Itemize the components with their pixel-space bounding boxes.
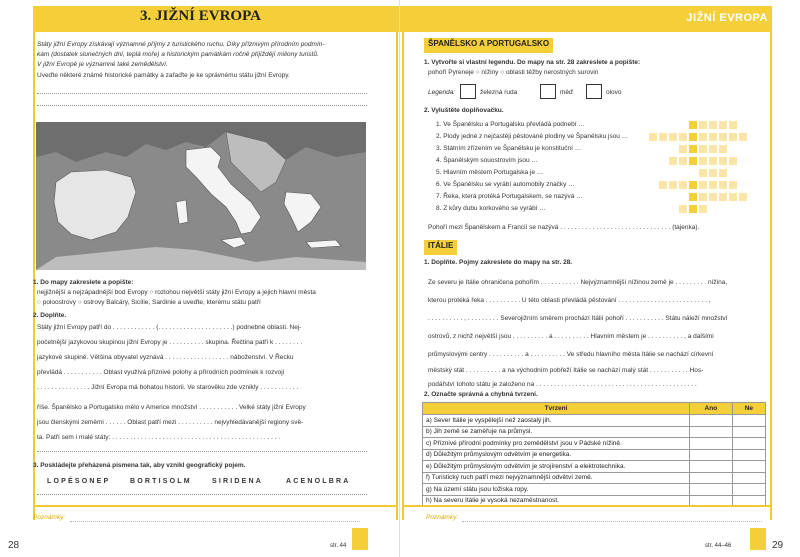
no-cell[interactable] — [732, 449, 765, 461]
table-row: d) Důležitým průmyslovým odvětvím je energetika. — [423, 449, 766, 461]
crossword-cell[interactable] — [698, 120, 708, 130]
crossword-cell[interactable] — [658, 132, 668, 142]
task1-line: ○ poloostrovy ○ ostrovy Balcáry, Sicílie, Sardinie a uveďte, kterému státu patří — [37, 299, 261, 306]
table-row: h) Na severu Itálie je vysoká nezaměstnanost. — [423, 495, 766, 507]
table-row: b) Jih země se zaměřuje na průmysl. — [423, 426, 766, 438]
task2-line[interactable]: jazykové skupině. Většina obyvatel vyznává . . . . . . . . . . . . . . . . . . náboženství. V Řecku — [37, 354, 294, 361]
s2-task1-line[interactable]: městský stát . . . . . . . . . . a na východním pobřeží Itálie se nachází malý stát . . . . . . . . . . . Hos- — [428, 367, 704, 374]
anagram-2: BORTISOLM — [130, 478, 192, 485]
col-header-no: Ne — [732, 403, 765, 415]
legend-label: Legenda: — [428, 89, 456, 96]
crossword-cell[interactable] — [708, 132, 718, 142]
crossword-cell[interactable] — [688, 120, 698, 130]
crossword-cell[interactable] — [718, 168, 728, 178]
task2-line[interactable]: . . . . . . . . . . . . . . . Jižní Evropa má bohatou historii. Ve starověku zde vznikly . . . . . . . . . . . — [37, 384, 299, 391]
crossword-cell[interactable] — [728, 192, 738, 202]
crossword-cell[interactable] — [718, 192, 728, 202]
anagram-4: ACENOLBRA — [286, 478, 351, 485]
book-icon — [352, 528, 368, 550]
running-title: JIŽNÍ EVROPA — [686, 12, 768, 24]
left-margin-line — [33, 32, 35, 520]
no-cell[interactable] — [732, 415, 765, 427]
crossword-cell[interactable] — [688, 144, 698, 154]
yes-cell[interactable] — [690, 461, 733, 473]
crossword-cell[interactable] — [688, 180, 698, 190]
legend-box[interactable] — [540, 84, 556, 99]
crossword-cell[interactable] — [668, 180, 678, 190]
answer-line[interactable] — [37, 450, 367, 452]
crossword-cell[interactable] — [708, 156, 718, 166]
notes-line[interactable] — [462, 520, 762, 522]
crossword-cell[interactable] — [678, 132, 688, 142]
crossword-cell[interactable] — [698, 156, 708, 166]
crossword-solution-line[interactable]: Pohoří mezi Španělskem a Francií se nazývá . . . . . . . . . . . . . . . . . . . . . . . . . . . . . . . (tajenka). — [428, 224, 700, 231]
s1-task1-line: pohoří Pyreneje ○ nížiny ○ oblasti těžby nerostných surovin — [428, 69, 599, 76]
no-cell[interactable] — [732, 484, 765, 496]
legend-box[interactable] — [460, 84, 476, 99]
crossword-cell[interactable] — [708, 192, 718, 202]
page-number: 29 — [772, 540, 784, 551]
table-row: c) Příznivé přírodní podmínky pro zemědělství jsou v Pádské nížině. — [423, 438, 766, 450]
task2-line[interactable]: ta. Patří sem i malé státy: . . . . . . . . . . . . . . . . . . . . . . . . . . . . . . . . . . . . . . . . . . . . . . . — [37, 434, 281, 441]
task1-title: 1. Do mapy zakreslete a popište: — [33, 279, 134, 286]
notes-line[interactable] — [70, 520, 360, 522]
right-page — [400, 0, 800, 557]
s2-task1-line[interactable]: ostrovů, z nichž největší jsou . . . . . . . . . . a . . . . . . . . . . Hlavním městem je . . . . . . . . . . , a dalšími — [428, 333, 714, 340]
task2-line[interactable]: převládá . . . . . . . . . . . Oblast využívá příznivé polohy a přírodních podmínek k rozvoji — [37, 369, 285, 376]
crossword-clue: 7. Řeka, která protéká Portugalskem, se nazývá … — [436, 193, 583, 200]
yes-cell[interactable] — [690, 415, 733, 427]
crossword-cell[interactable] — [738, 192, 748, 202]
crossword-cell[interactable] — [678, 144, 688, 154]
page-reference: str. 44 — [330, 543, 347, 549]
crossword-cell[interactable] — [728, 156, 738, 166]
crossword-cell[interactable] — [708, 144, 718, 154]
s2-task2-title: 2. Označte správná a chybná tvrzení. — [424, 391, 538, 398]
crossword-cell[interactable] — [728, 120, 738, 130]
answer-line[interactable] — [37, 92, 367, 94]
legend-item: měď — [560, 89, 574, 96]
crossword-cell[interactable] — [718, 156, 728, 166]
col-header-statement: Tvrzení — [423, 403, 690, 415]
s2-task1-line[interactable]: Ze severu je Itálie ohraničena pohořím . . . . . . . . . . . Nejvýznamnější nížinou země je . . . . . . . . . nížina, — [428, 279, 728, 286]
notes-divider — [33, 505, 398, 507]
crossword-cell[interactable] — [688, 204, 698, 214]
s2-task1-line[interactable]: podářství tohoto státu je založeno na . . . . . . . . . . . . . . . . . . . . . . . . . . . . . . . . . . . . . . . . . . . . . — [428, 381, 697, 388]
map-southern-europe[interactable] — [36, 122, 366, 270]
yes-cell[interactable] — [690, 472, 733, 484]
s2-task1-line[interactable]: průmyslovými centry . . . . . . . . . . a . . . . . . . . . . Ve středu hlavního města Itálie se nachází církevní — [428, 351, 714, 358]
answer-line[interactable] — [37, 104, 367, 106]
yes-cell[interactable] — [690, 484, 733, 496]
left-margin-line — [402, 32, 404, 520]
crossword-cell[interactable] — [688, 156, 698, 166]
task3-title: 3. Poskládejte přeházená písmena tak, aby vznikl geografický pojem. — [33, 462, 246, 469]
crossword-cell[interactable] — [678, 156, 688, 166]
task2-line[interactable]: říše. Španělsko a Portugalsko mělo v Americe množství . . . . . . . . . . . Velké státy jižní Evropy — [37, 404, 306, 411]
anagram-3: SIRIDENA — [212, 478, 264, 485]
crossword-cell[interactable] — [718, 180, 728, 190]
crossword-cell[interactable] — [678, 204, 688, 214]
intro-task: Uveďte některé známé historické památky a zařaďte je ke správnému státu jižní Evropy. — [37, 72, 290, 79]
crossword-cell[interactable] — [718, 144, 728, 154]
s1-task1-title: 1. Vytvořte si vlastní legendu. Do mapy na str. 28 zakreslete a popište: — [424, 59, 641, 66]
crossword-cell[interactable] — [698, 132, 708, 142]
crossword-clue: 2. Plody jedné z nejčastěji pěstované plodiny ve Španělsku jsou … — [436, 133, 629, 140]
crossword-cell[interactable] — [658, 180, 668, 190]
crossword-cell[interactable] — [698, 168, 708, 178]
chapter-title: 3. JIŽNÍ EVROPA — [140, 8, 261, 24]
section-heading-spain-portugal: ŠPANĚLSKO A PORTUGALSKO — [424, 38, 553, 53]
legend-item: železná ruda — [480, 89, 518, 96]
true-false-table — [422, 402, 766, 507]
crossword-cell[interactable] — [698, 180, 708, 190]
no-cell[interactable] — [732, 438, 765, 450]
no-cell[interactable] — [732, 426, 765, 438]
table-row: e) Důležitým průmyslovým odvětvím je strojírenství a elektrotechnika. — [423, 461, 766, 473]
yes-cell[interactable] — [690, 426, 733, 438]
crossword-clue: 1. Ve Španělsku a Portugalsku převládá podnebí … — [436, 121, 585, 128]
crossword-cell[interactable] — [668, 156, 678, 166]
task1-line: nejjižnější a nejzápadnější bod Evropy ○ rozlohou největší státy jižní Evropy a jejich hlavní města — [37, 289, 316, 296]
crossword-clue: 5. Hlavním městem Portugalska je … — [436, 169, 544, 176]
legend-box[interactable] — [586, 84, 602, 99]
crossword-cell[interactable] — [668, 132, 678, 142]
book-icon — [750, 528, 766, 550]
yes-cell[interactable] — [690, 438, 733, 450]
task2-line[interactable]: jsou členskými zeměmi . . . . . . Oblast patří mezi . . . . . . . . . . nejvyhledávanější regiony svě- — [37, 419, 304, 426]
crossword-clue: 8. Z kůry dubu korkového se vyrábí … — [436, 205, 546, 212]
table-row: f) Turistický ruch patří mezi nejvýznamnější odvětví země. — [423, 472, 766, 484]
table-row: a) Sever Itálie je vyspělejší než zaostalý jih. — [423, 415, 766, 427]
crossword-clue: 3. Státním zřízením ve Španělsku je konstituční … — [436, 145, 582, 152]
no-cell[interactable] — [732, 472, 765, 484]
crossword-cell[interactable] — [708, 168, 718, 178]
crossword-cell[interactable] — [698, 204, 708, 214]
crossword-cell[interactable] — [688, 192, 698, 202]
answer-line[interactable] — [37, 493, 367, 495]
crossword-cell[interactable] — [738, 132, 748, 142]
crossword-cell[interactable] — [688, 132, 698, 142]
crossword-cell[interactable] — [718, 132, 728, 142]
notes-label: Poznámky: — [33, 514, 66, 521]
right-margin-line — [396, 32, 398, 520]
task2-line[interactable]: početnější jazykovou skupinou jižní Evropy je . . . . . . . . . . skupina. Řečtina patří k . . . . . . . . — [37, 339, 303, 346]
col-header-yes: Ano — [690, 403, 733, 415]
crossword-cell[interactable] — [718, 120, 728, 130]
task2-title: 2. Doplňte. — [33, 312, 67, 319]
anagram-1: LOPÉSONEP — [47, 478, 111, 485]
crossword-cell[interactable] — [698, 192, 708, 202]
right-margin-line — [770, 32, 772, 520]
crossword-cell[interactable] — [708, 120, 718, 130]
notes-label: Poznámky: — [426, 514, 459, 521]
yes-cell[interactable] — [690, 449, 733, 461]
page-reference: str. 44–46 — [705, 543, 732, 549]
crossword-cell[interactable] — [678, 180, 688, 190]
crossword-clue: 4. Španělským souostrovím jsou … — [436, 157, 538, 164]
task2-line[interactable]: Státy jižní Evropy patří do . . . . . . . . . . . . (. . . . . . . . . . . . . . . . . . . . .) podnebné oblasti. Nej- — [37, 324, 302, 331]
crossword-clue: 6. Ve Španělsku se vyrábí automobily značky … — [436, 181, 575, 188]
crossword-cell[interactable] — [728, 180, 738, 190]
page-number: 28 — [8, 540, 20, 551]
legend-item: olovo — [606, 89, 622, 96]
s2-task1-line[interactable]: kterou protéká řeka . . . . . . . . . . U této oblasti převládá pěstování . . . . . . . . . . . . . . . . . . . . . . . . . , — [428, 297, 711, 304]
no-cell[interactable] — [732, 461, 765, 473]
crossword-cell[interactable] — [648, 132, 658, 142]
s2-task1-line[interactable]: . . . . . . . . . . , . . . . . . . . . Severojižním směrem prochází Itálií pohoří . . . . . . . . . . . Státu náleží množství — [428, 315, 728, 322]
table-row: g) Na území státu jsou ložiska ropy. — [423, 484, 766, 496]
notes-divider — [402, 505, 772, 507]
s2-task1-title: 1. Doplňte. Pojmy zakreslete do mapy na str. 28. — [424, 259, 573, 266]
crossword-cell[interactable] — [728, 132, 738, 142]
intro-text: Státy jižní Evropy získávají významné příjmy z turistického ruchu. Díky příznivým přírodním podmín- kám (dostatek slunečných dní, teplá moře) a historickým památkám ročně přijíždějí miliony turistů. V jižní Evropě je významné také zemědělství. — [37, 41, 325, 68]
crossword-cell[interactable] — [708, 180, 718, 190]
crossword-cell[interactable] — [698, 144, 708, 154]
s1-task2-title: 2. Vyluštěte doplňovačku. — [424, 107, 504, 114]
section-heading-italy: ITÁLIE — [424, 240, 457, 255]
